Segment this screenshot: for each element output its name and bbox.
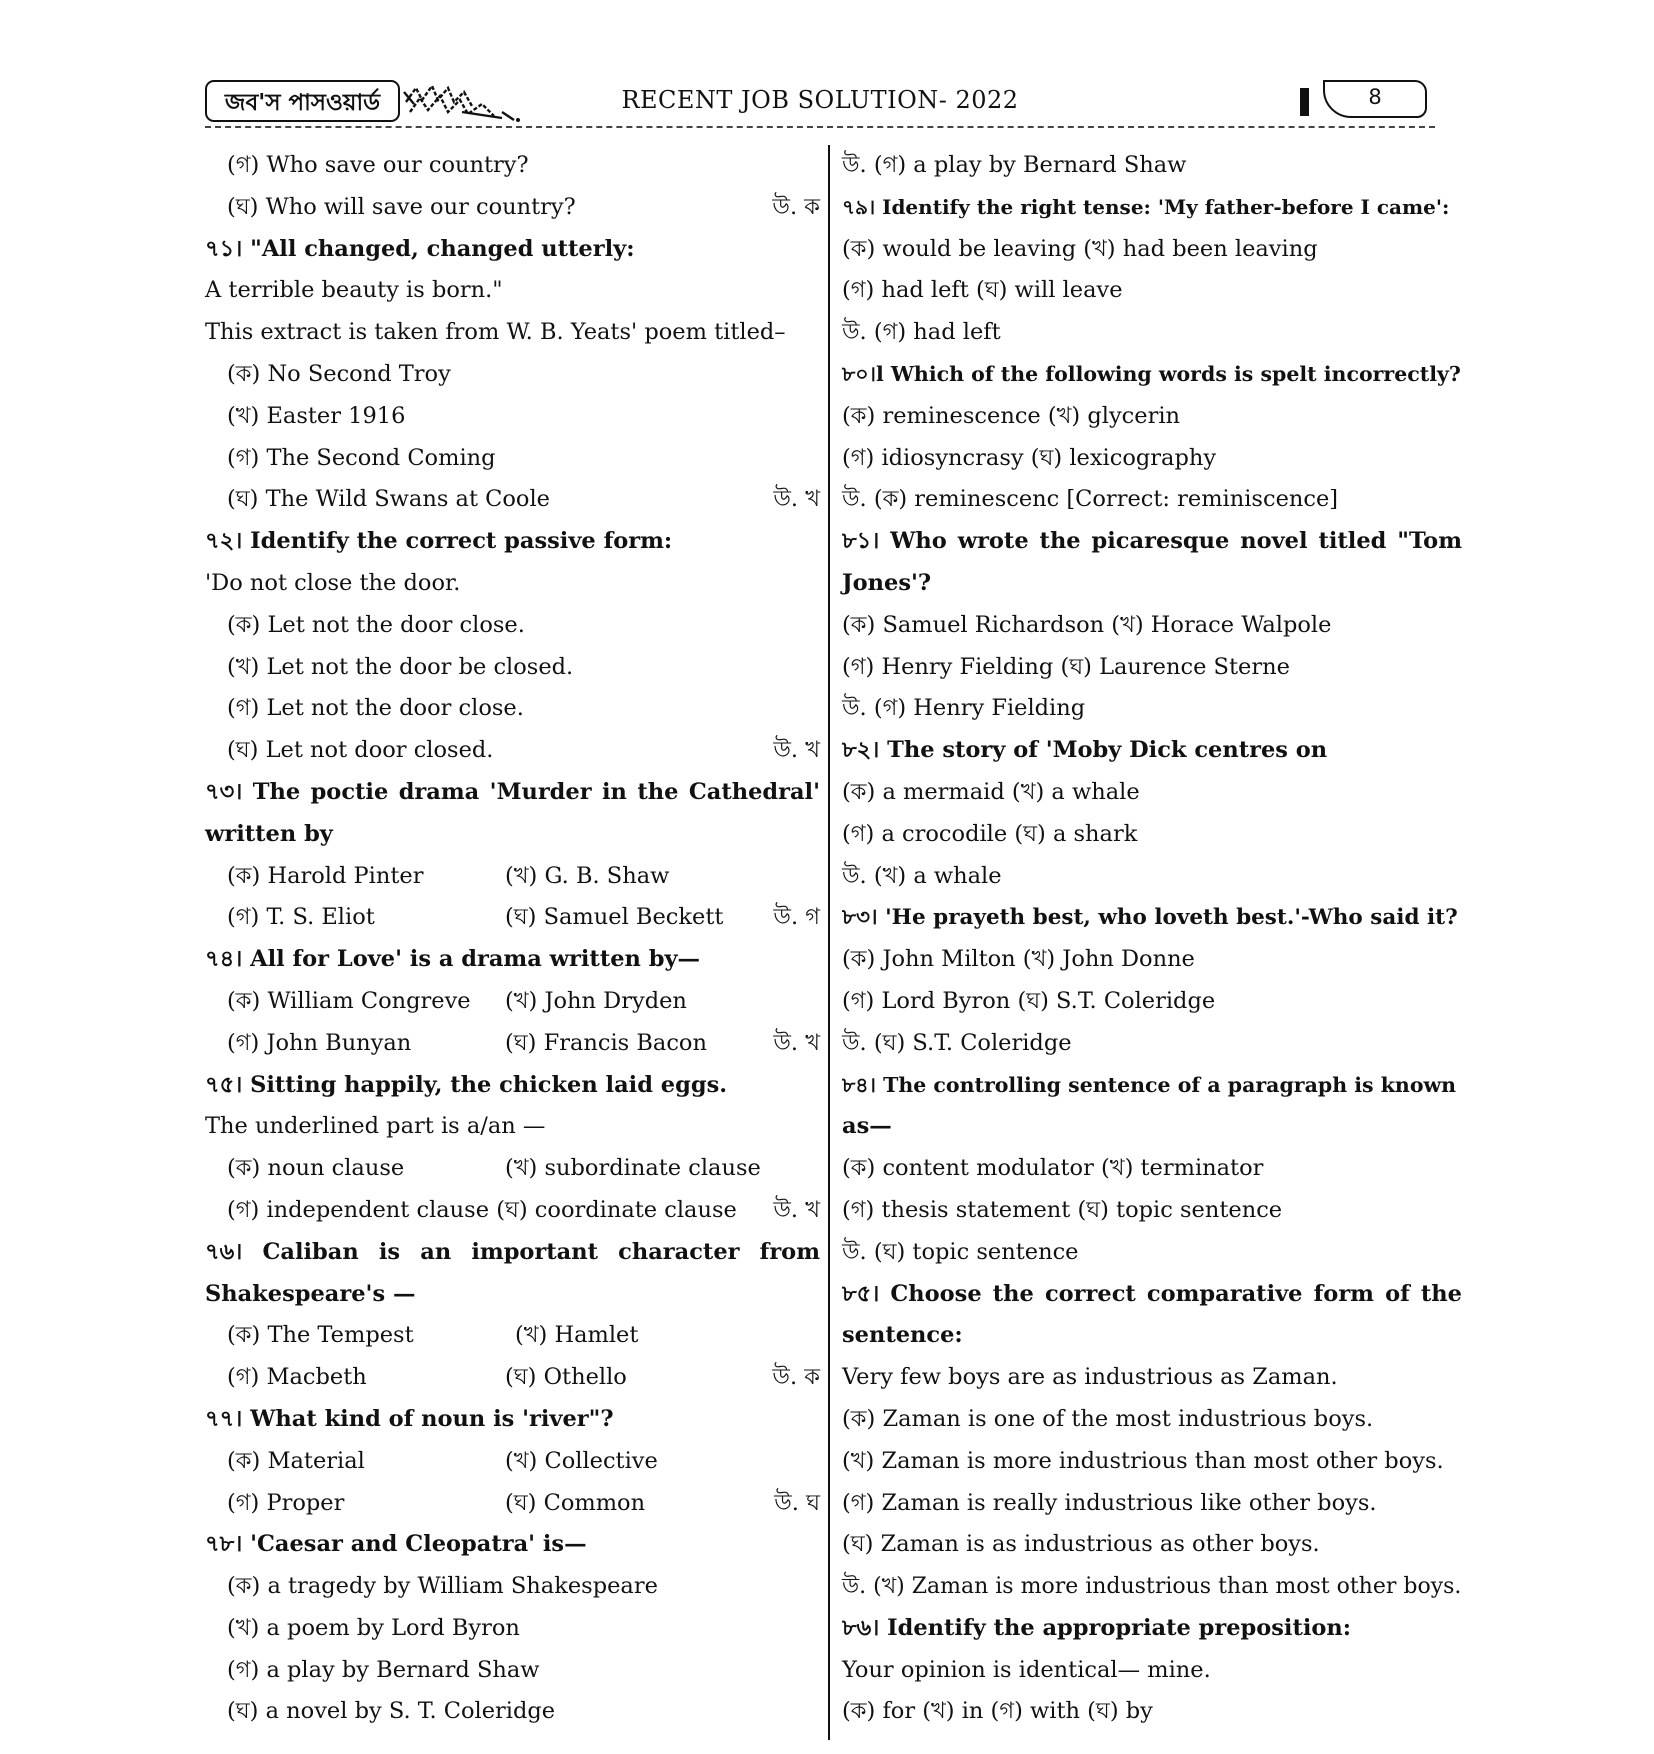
question-text: as— — [842, 1113, 892, 1140]
option-line: (গ) Who save our country? — [227, 152, 529, 178]
option-line: (ক) content modulator (খ) terminator — [842, 1155, 1264, 1182]
option-line: (গ) The Second Coming — [227, 444, 496, 471]
option-line: (গ) John Bunyan (ঘ) Francis Bacon উ. খ — [205, 1023, 820, 1065]
header-bar-mark — [1300, 88, 1309, 116]
page-number: 8 — [1323, 80, 1427, 118]
answer-key: উ. খ — [773, 1029, 820, 1056]
left-column — [205, 145, 820, 1733]
option-line: (খ) Zaman is more industrious than most other boys. — [842, 1447, 1444, 1474]
question-text: Very few boys are as industrious as Zaman. — [842, 1364, 1338, 1391]
option-line: (ক) William Congreve (খ) John Dryden — [227, 987, 687, 1014]
answer-line: উ. (খ) a whale — [842, 862, 1002, 889]
option-line: (গ) idiosyncrasy (ঘ) lexicography — [842, 444, 1217, 471]
question-text: sentence: — [842, 1322, 963, 1349]
option-line: (ঘ) Zaman is as industrious as other boys. — [842, 1531, 1320, 1558]
question-82: ৮২। The story of 'Moby Dick centres on — [842, 737, 1328, 764]
question-77: ৭৭। What kind of noun is 'river"? — [205, 1405, 614, 1432]
question-75: ৭৫। Sitting happily, the chicken laid eggs. — [205, 1071, 728, 1098]
option-line: (গ) independent clause (ঘ) coordinate clause উ. খ — [205, 1190, 820, 1232]
option-line: (ক) Zaman is one of the most industrious boys. — [842, 1405, 1374, 1432]
header-title: RECENT JOB SOLUTION- 2022 — [621, 86, 1019, 114]
answer-key: উ. খ — [773, 737, 820, 764]
answer-line: উ. (ক) reminescenc [Correct: reminiscence] — [842, 486, 1339, 513]
brand-logo: জব'স পাসওয়ার্ড — [205, 80, 400, 122]
question-78: ৭৮। 'Caesar and Cleopatra' is— — [205, 1531, 587, 1558]
answer-key: উ. ঘ — [774, 1489, 820, 1516]
option-line: (ঘ) The Wild Swans at Coole উ. খ — [205, 479, 820, 521]
option-line: (গ) a play by Bernard Shaw — [227, 1656, 540, 1683]
answer-line: উ. (ঘ) S.T. Coleridge — [842, 1029, 1072, 1056]
header-divider — [205, 126, 1435, 128]
question-86: ৮৬। Identify the appropriate preposition: — [842, 1614, 1352, 1641]
answer-line: উ. (খ) Zaman is more industrious than most other boys. — [842, 1574, 1462, 1600]
option-line: (ক) would be leaving (খ) had been leaving — [842, 235, 1318, 262]
question-85: ৮৫। Choose the correct comparative form of the — [842, 1280, 1462, 1307]
option-line: (ক) for (খ) in (গ) with (ঘ) by — [842, 1698, 1153, 1725]
option-line: (গ) thesis statement (ঘ) topic sentence — [842, 1196, 1283, 1223]
option-line: (ঘ) Let not door closed. উ. খ — [205, 730, 820, 772]
option-line: (গ) Zaman is really industrious like other boys. — [842, 1489, 1377, 1516]
option-line: (গ) had left (ঘ) will leave — [842, 277, 1123, 304]
option-line: (ঘ) a novel by S. T. Coleridge — [227, 1698, 556, 1725]
answer-key: উ. ক — [772, 193, 820, 220]
answer-key: উ. খ — [773, 486, 820, 513]
option-line: (গ) Henry Fielding (ঘ) Laurence Sterne — [842, 653, 1290, 680]
option-line: (গ) Let not the door close. — [227, 695, 524, 722]
answer-key: উ. ক — [772, 1364, 820, 1391]
question-74: ৭৪। All for Love' is a drama written by— — [205, 946, 701, 973]
option-line: (ক) Harold Pinter (খ) G. B. Shaw — [227, 862, 670, 889]
answer-line: উ. (গ) had left — [842, 319, 1001, 346]
question-84: ৮৪। The controlling sentence of a paragraph is known — [842, 1072, 1457, 1097]
option-line: (গ) Lord Byron (ঘ) S.T. Coleridge — [842, 987, 1216, 1014]
question-text: A terrible beauty is born." — [205, 277, 503, 304]
option-line: (গ) a crocodile (ঘ) a shark — [842, 820, 1138, 847]
answer-key: উ. খ — [773, 1196, 820, 1223]
answer-line: উ. (গ) Henry Fielding — [842, 695, 1086, 722]
option-line: (ক) The Tempest (খ) Hamlet — [227, 1322, 639, 1349]
option-line: (গ) Proper (ঘ) Common উ. ঘ — [205, 1483, 820, 1525]
answer-line: উ. (গ) a play by Bernard Shaw — [842, 152, 1187, 178]
page-header — [205, 80, 1435, 128]
question-71: ৭১। "All changed, changed utterly: — [205, 235, 635, 262]
question-81: ৮১। Who wrote the picaresque novel titled "Tom — [842, 528, 1462, 555]
option-line: (ক) Samuel Richardson (খ) Horace Walpole — [842, 611, 1332, 638]
option-line: (ক) Let not the door close. — [227, 611, 525, 638]
question-text: Shakespeare's — — [205, 1280, 416, 1307]
answer-line: উ. (ঘ) topic sentence — [842, 1238, 1079, 1265]
question-text: Jones'? — [842, 569, 932, 596]
question-text: written by — [205, 820, 333, 847]
option-line: (খ) Easter 1916 — [227, 402, 406, 429]
option-line: (ক) Material (খ) Collective — [227, 1447, 658, 1474]
question-text: The underlined part is a/an — — [205, 1113, 546, 1140]
option-line: (ক) John Milton (খ) John Donne — [842, 946, 1195, 973]
question-83: ৮৩। 'He prayeth best, who loveth best.'-Who said it? — [842, 905, 1458, 931]
question-76: ৭৬। Caliban is an important character from — [205, 1238, 820, 1265]
question-79: ৭৯। Identify the right tense: 'My father-before I came': — [842, 194, 1450, 219]
option-line: (ক) No Second Troy — [227, 360, 451, 387]
question-text: Your opinion is identical— mine. — [842, 1656, 1211, 1683]
option-line: (ক) reminescence (খ) glycerin — [842, 402, 1181, 429]
option-line: (ক) a mermaid (খ) a whale — [842, 778, 1140, 805]
option-line: (খ) a poem by Lord Byron — [227, 1614, 520, 1641]
column-divider — [828, 145, 830, 1740]
right-column — [842, 145, 1462, 1733]
option-line: (খ) Let not the door be closed. — [227, 653, 574, 680]
option-line: (ক) a tragedy by William Shakespeare — [227, 1573, 658, 1600]
option-line: (ঘ) Who will save our country? উ. ক — [205, 187, 820, 229]
option-line: (গ) Macbeth (ঘ) Othello উ. ক — [205, 1357, 820, 1399]
option-line: (গ) T. S. Eliot (ঘ) Samuel Beckett উ. গ — [205, 897, 820, 939]
option-line: (ক) noun clause (খ) subordinate clause — [227, 1155, 761, 1182]
answer-key: উ. গ — [773, 904, 820, 931]
question-73: ৭৩। The poctie drama 'Murder in the Cathedral' — [205, 778, 820, 805]
question-text: This extract is taken from W. B. Yeats' poem titled– — [205, 319, 786, 346]
question-text: 'Do not close the door. — [205, 569, 461, 596]
question-80: ৮০।l Which of the following words is spelt incorrectly? — [842, 361, 1461, 386]
question-72: ৭২। Identify the correct passive form: — [205, 528, 673, 555]
